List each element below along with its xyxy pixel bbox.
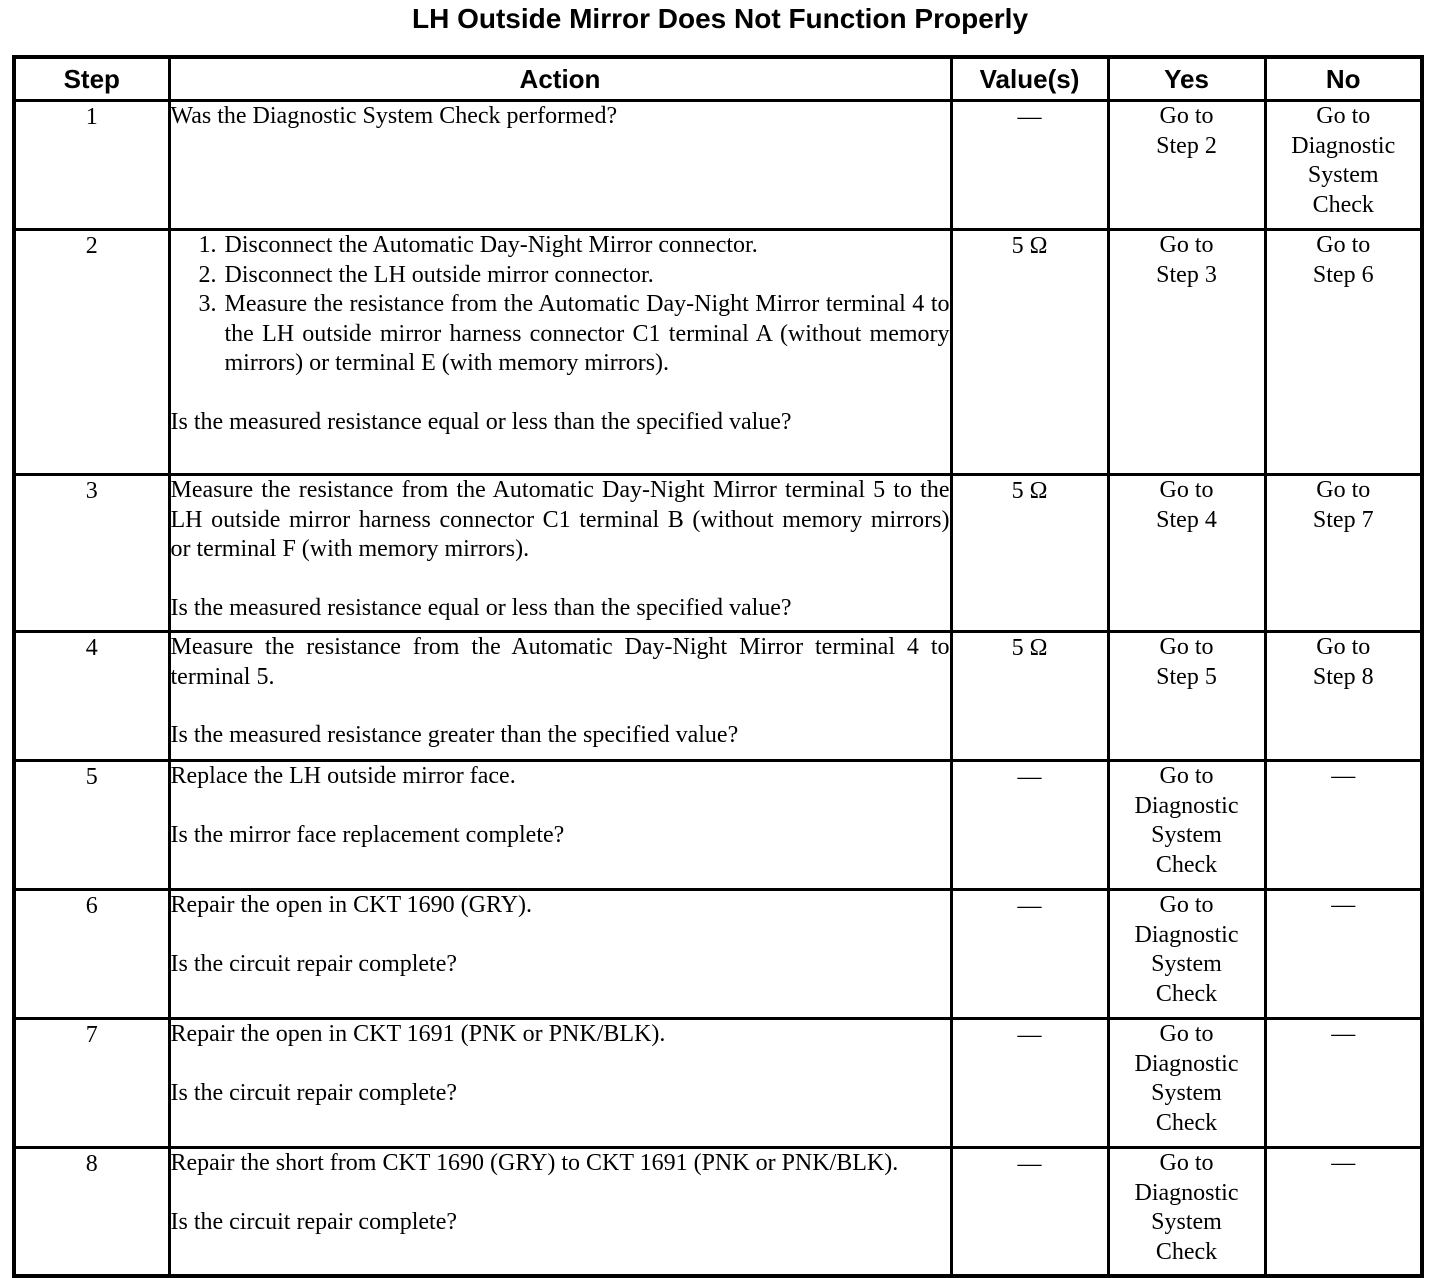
yes-line: Check [1155,1109,1218,1136]
yes-line: Check [1155,980,1218,1007]
step-number: 3 [14,475,169,632]
yes-cell [1108,890,1265,1019]
no-line: Check [1312,191,1374,218]
value-cell: — [951,890,1108,1019]
no-line: System [1307,162,1379,188]
page-title: LH Outside Mirror Does Not Function Properly [411,3,1029,34]
step-number: 8 [14,1148,169,1276]
action-cell [169,475,951,632]
yes-line: System [1151,1080,1222,1106]
table-row [14,761,1422,890]
yes-line: Diagnostic [1134,792,1239,819]
table-row [14,890,1422,1019]
yes-cell [1108,475,1265,632]
action-cell [169,761,951,890]
action-text: Repair the open in CKT 1690 (GRY). [170,892,533,918]
yes-line: Diagnostic [1134,1050,1239,1077]
yes-cell [1108,230,1265,475]
no-line: — [1331,763,1356,789]
action-text: Was the Diagnostic System Check performed? [170,103,618,129]
no-cell [1265,890,1422,1019]
value-cell: 5 Ω [951,632,1108,761]
action-question: Is the mirror face replacement complete? [170,821,565,848]
header-yes: Yes [1108,57,1265,101]
table-row [14,101,1422,230]
action-question: Is the circuit repair complete? [170,1208,458,1235]
yes-line: Go to [1159,477,1214,503]
table-row [14,475,1422,632]
no-line: Go to [1316,232,1371,258]
no-line: Go to [1316,103,1371,129]
yes-line: Go to [1159,763,1214,789]
no-cell [1265,761,1422,890]
no-cell [1265,1019,1422,1148]
no-cell [1265,101,1422,230]
yes-line: Go to [1159,892,1214,918]
action-question: Is the measured resistance greater than the specified value? [170,722,739,748]
action-cell [169,890,951,1019]
yes-line: Go to [1159,1150,1214,1176]
header-step: Step [14,57,169,101]
no-line: — [1331,1021,1356,1047]
action-question: Is the circuit repair complete? [170,1079,458,1106]
action-cell [169,101,951,230]
yes-line: Step 5 [1156,663,1217,690]
header-action: Action [169,57,951,101]
action-question: Is the measured resistance equal or less than the specified value? [170,594,792,621]
action-text: Repair the open in CKT 1691 (PNK or PNK/BLK). [170,1021,666,1047]
yes-line: Step 2 [1156,132,1217,159]
no-line: Step 7 [1312,506,1374,533]
step-number: 5 [14,761,169,890]
yes-line: Step 4 [1156,506,1217,533]
substep-item: 3. Measure the resistance from the Automatic Day-Night Mirror terminal 4 to the LH outside mirror harness connector C1 terminal A (without memory mirrors) or terminal E (with memory mirrors). [223,290,950,379]
action-question: Is the circuit repair complete? [170,950,458,977]
substep-list [171,231,950,379]
header-no: No [1265,57,1422,101]
value-cell: — [951,1019,1108,1148]
no-line: Go to [1316,634,1371,660]
yes-line: Go to [1159,634,1214,660]
action-text: Measure the resistance from the Automatic Day-Night Mirror terminal 4 to terminal 5. [170,634,950,690]
no-cell [1265,632,1422,761]
no-line: Step 8 [1312,663,1374,690]
yes-line: Diagnostic [1134,921,1239,948]
yes-cell [1108,1019,1265,1148]
action-text: Replace the LH outside mirror face. [170,763,516,789]
header-values: Value(s) [951,57,1108,101]
table-row [14,230,1422,475]
action-cell [169,632,951,761]
yes-line: Go to [1159,103,1214,129]
value-cell: — [951,761,1108,890]
value-cell: 5 Ω [951,230,1108,475]
table-row [14,1148,1422,1276]
yes-cell [1108,761,1265,890]
yes-cell [1108,1148,1265,1276]
diagnostic-table [12,55,1424,1278]
action-cell [169,1148,951,1276]
substep-item: 2. Disconnect the LH outside mirror connector. [223,261,950,291]
no-line: — [1331,892,1356,918]
step-number: 6 [14,890,169,1019]
step-number: 7 [14,1019,169,1148]
action-text: Measure the resistance from the Automatic Day-Night Mirror terminal 5 to the LH outside mirror harness connector C1 terminal B (without memory mirrors) or terminal F (with memory mirrors). [170,477,950,562]
step-number: 2 [14,230,169,475]
value-cell: 5 Ω [951,475,1108,632]
action-text: Repair the short from CKT 1690 (GRY) to CKT 1691 (PNK or PNK/BLK). [170,1150,899,1176]
no-cell [1265,1148,1422,1276]
action-cell [169,230,951,475]
no-line: Go to [1316,477,1371,503]
yes-line: Diagnostic [1134,1179,1239,1206]
action-question: Is the measured resistance equal or less than the specified value? [170,408,792,435]
yes-line: Go to [1159,1021,1214,1047]
yes-line: Step 3 [1156,261,1217,288]
step-number: 1 [14,101,169,230]
no-cell [1265,475,1422,632]
step-number: 4 [14,632,169,761]
no-line: — [1331,1150,1356,1176]
table-row [14,1019,1422,1148]
no-cell [1265,230,1422,475]
yes-line: Check [1155,1238,1218,1265]
yes-cell [1108,632,1265,761]
no-line: Diagnostic [1291,132,1396,159]
table-row [14,632,1422,761]
yes-cell [1108,101,1265,230]
header-row [14,57,1422,101]
no-line: Step 6 [1312,261,1374,288]
substep-item: 1. Disconnect the Automatic Day-Night Mirror connector. [223,231,950,261]
yes-line: Check [1155,851,1218,878]
yes-line: System [1151,951,1222,977]
yes-line: System [1151,1209,1222,1235]
value-cell: — [951,1148,1108,1276]
yes-line: System [1151,822,1222,848]
action-cell [169,1019,951,1148]
yes-line: Go to [1159,232,1214,258]
value-cell: — [951,101,1108,230]
